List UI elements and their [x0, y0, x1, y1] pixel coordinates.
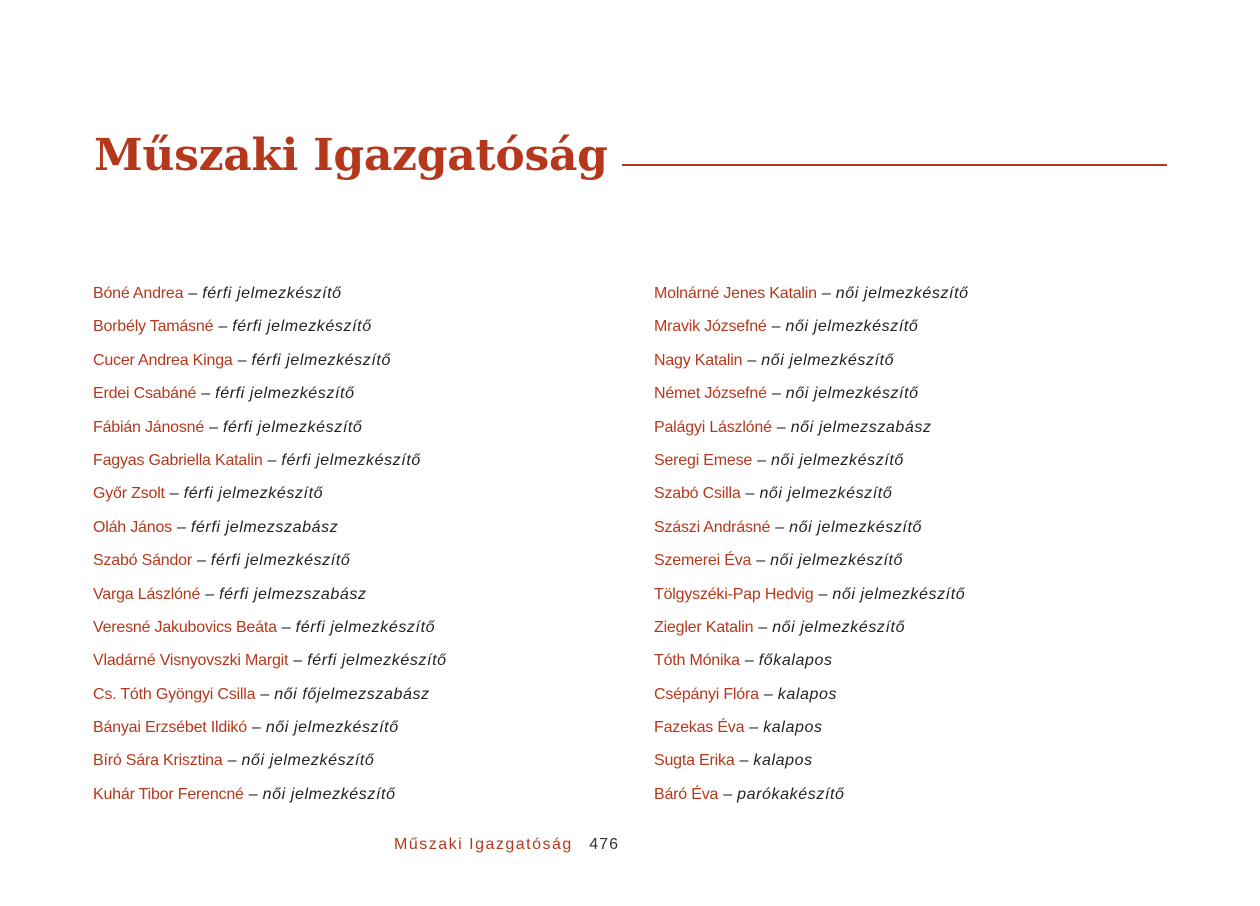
staff-entry — [654, 647, 1214, 680]
staff-name: Tölgyszéki-Pap Hedvig — [654, 585, 814, 603]
dash-separator: – — [248, 785, 258, 803]
staff-role: férfi jelmezkészítő — [251, 351, 391, 369]
staff-name: Kuhár Tibor Ferencné — [93, 785, 244, 803]
staff-name: Csépányi Flóra — [654, 685, 759, 703]
staff-name: Bányai Erzsébet Ildikó — [93, 719, 247, 737]
dash-separator: – — [776, 418, 786, 436]
staff-role: női főjelmezszabász — [274, 685, 430, 703]
staff-list-left — [93, 280, 633, 814]
staff-name: Fábián Jánosné — [93, 418, 205, 436]
staff-entry — [93, 414, 633, 447]
dash-separator: – — [739, 752, 749, 770]
staff-entry — [654, 480, 1214, 513]
staff-entry — [93, 681, 633, 714]
dash-separator: – — [218, 318, 228, 336]
dash-separator: – — [818, 585, 828, 603]
staff-role: férfi jelmezkészítő — [210, 552, 351, 570]
dash-separator: – — [237, 351, 247, 369]
footer-section-title: Műszaki Igazgatóság — [394, 836, 573, 853]
staff-name: Szabó Csilla — [654, 485, 741, 503]
staff-role: férfi jelmezkészítő — [295, 618, 436, 636]
dash-separator: – — [267, 451, 277, 469]
dash-separator: – — [744, 652, 754, 670]
staff-name: Sugta Erika — [654, 752, 735, 770]
staff-name: Borbély Tamásné — [93, 318, 214, 336]
staff-role: női jelmezkészítő — [265, 719, 399, 737]
dash-separator: – — [747, 351, 757, 369]
staff-entry — [93, 380, 633, 413]
dash-separator: – — [176, 518, 186, 536]
page-header — [94, 118, 1167, 188]
staff-role: női jelmezkészítő — [785, 318, 919, 336]
dash-separator: – — [821, 285, 831, 302]
staff-role: parókakészítő — [737, 785, 845, 803]
staff-role: női jelmezkészítő — [771, 451, 904, 469]
dash-separator: – — [169, 485, 179, 503]
staff-name: Bóné Andrea — [93, 285, 184, 302]
staff-name: Veresné Jakubovics Beáta — [93, 618, 277, 636]
dash-separator: – — [749, 719, 759, 737]
staff-role: női jelmezkészítő — [759, 485, 893, 503]
staff-entry — [654, 313, 1214, 346]
dash-separator: – — [763, 685, 773, 703]
dash-separator: – — [188, 285, 198, 302]
staff-name: Erdei Csabáné — [93, 385, 197, 403]
staff-role: kalapos — [753, 752, 813, 770]
dash-separator: – — [771, 385, 781, 403]
staff-role: kalapos — [777, 685, 838, 703]
dash-separator: – — [293, 652, 303, 670]
dash-separator: – — [745, 485, 755, 503]
staff-entry — [93, 347, 633, 380]
staff-name: Győr Zsolt — [93, 485, 165, 503]
staff-entry — [654, 714, 1214, 747]
dash-separator: – — [251, 719, 261, 737]
staff-name: Seregi Emese — [654, 451, 753, 469]
staff-role: női jelmezkészítő — [770, 552, 904, 570]
staff-role: férfi jelmezkészítő — [202, 285, 342, 302]
staff-name: Varga Lászlóné — [93, 585, 201, 603]
staff-role: férfi jelmezkészítő — [307, 652, 447, 670]
staff-entry — [93, 480, 633, 513]
staff-role: férfi jelmezkészítő — [222, 418, 363, 436]
dash-separator: – — [209, 418, 218, 436]
staff-role: kalapos — [763, 719, 823, 737]
page-number: 476 — [589, 836, 619, 853]
staff-entry — [93, 747, 633, 780]
staff-role: női jelmezkészítő — [832, 585, 966, 603]
staff-entry — [654, 347, 1214, 380]
staff-name: Palágyi Lászlóné — [654, 418, 772, 436]
staff-name: Német Józsefné — [654, 385, 767, 403]
staff-role: férfi jelmezkészítő — [215, 385, 355, 403]
staff-role: férfi jelmezkészítő — [183, 485, 324, 503]
staff-entry — [93, 647, 633, 680]
staff-entry — [654, 614, 1214, 647]
staff-entry — [654, 447, 1214, 480]
staff-role: férfi jelmezszabász — [190, 518, 339, 536]
staff-entry — [93, 514, 633, 547]
staff-entry — [93, 781, 633, 814]
staff-name: Cs. Tóth Gyöngyi Csilla — [93, 685, 256, 703]
staff-role: női jelmezkészítő — [761, 351, 895, 369]
dash-separator: – — [723, 785, 733, 803]
staff-entry — [654, 514, 1214, 547]
staff-entry — [93, 313, 633, 346]
staff-entry — [93, 714, 633, 747]
staff-name: Ziegler Katalin — [654, 618, 754, 636]
staff-entry — [654, 280, 1214, 313]
staff-entry — [654, 547, 1214, 580]
staff-entry — [93, 447, 633, 480]
staff-name: Szabó Sándor — [93, 552, 193, 570]
staff-entry — [93, 581, 633, 614]
staff-entry — [654, 380, 1214, 413]
page-footer — [394, 836, 619, 854]
staff-name: Nagy Katalin — [654, 351, 743, 369]
staff-name: Fagyas Gabriella Katalin — [93, 451, 263, 469]
page-title: Műszaki Igazgatóság — [94, 130, 608, 181]
dash-separator: – — [757, 451, 766, 469]
staff-role: női jelmezkészítő — [241, 752, 375, 770]
staff-name: Bíró Sára Krisztina — [93, 752, 223, 770]
staff-entry — [93, 614, 633, 647]
staff-entry — [654, 681, 1214, 714]
staff-name: Oláh János — [93, 518, 172, 536]
staff-role: női jelmezkészítő — [262, 785, 396, 803]
staff-role: női jelmezkészítő — [772, 618, 906, 636]
staff-role: női jelmezszabász — [790, 418, 932, 436]
staff-entry — [93, 547, 633, 580]
dash-separator: – — [281, 618, 291, 636]
staff-role: női jelmezkészítő — [789, 518, 923, 536]
staff-entry — [654, 747, 1214, 780]
dash-separator: – — [771, 318, 781, 336]
dash-separator: – — [260, 685, 270, 703]
staff-role: férfi jelmezkészítő — [232, 318, 372, 336]
dash-separator: – — [205, 585, 215, 603]
staff-entry — [654, 781, 1214, 814]
dash-separator: – — [758, 618, 768, 636]
staff-entry — [93, 280, 633, 313]
staff-entry — [654, 414, 1214, 447]
staff-name: Szemerei Éva — [654, 552, 752, 570]
dash-separator: – — [201, 385, 211, 403]
staff-name: Báró Éva — [654, 785, 719, 803]
staff-entry — [654, 581, 1214, 614]
staff-role: női jelmezkészítő — [835, 285, 969, 302]
staff-list-right — [654, 280, 1214, 814]
staff-role: férfi jelmezkészítő — [281, 451, 421, 469]
title-rule — [622, 164, 1167, 166]
staff-role: főkalapos — [758, 652, 833, 670]
staff-role: női jelmezkészítő — [785, 385, 919, 403]
staff-name: Vladárné Visnyovszki Margit — [93, 652, 289, 670]
staff-name: Mravik Józsefné — [654, 318, 767, 336]
dash-separator: – — [197, 552, 206, 570]
staff-name: Molnárné Jenes Katalin — [654, 285, 817, 302]
dash-separator: – — [227, 752, 237, 770]
staff-name: Cucer Andrea Kinga — [93, 351, 233, 369]
staff-name: Fazekas Éva — [654, 719, 745, 737]
dash-separator: – — [756, 552, 766, 570]
staff-role: férfi jelmezszabász — [219, 585, 367, 603]
staff-name: Tóth Mónika — [654, 652, 740, 670]
staff-name: Szászi Andrásné — [654, 518, 771, 536]
dash-separator: – — [775, 518, 785, 536]
